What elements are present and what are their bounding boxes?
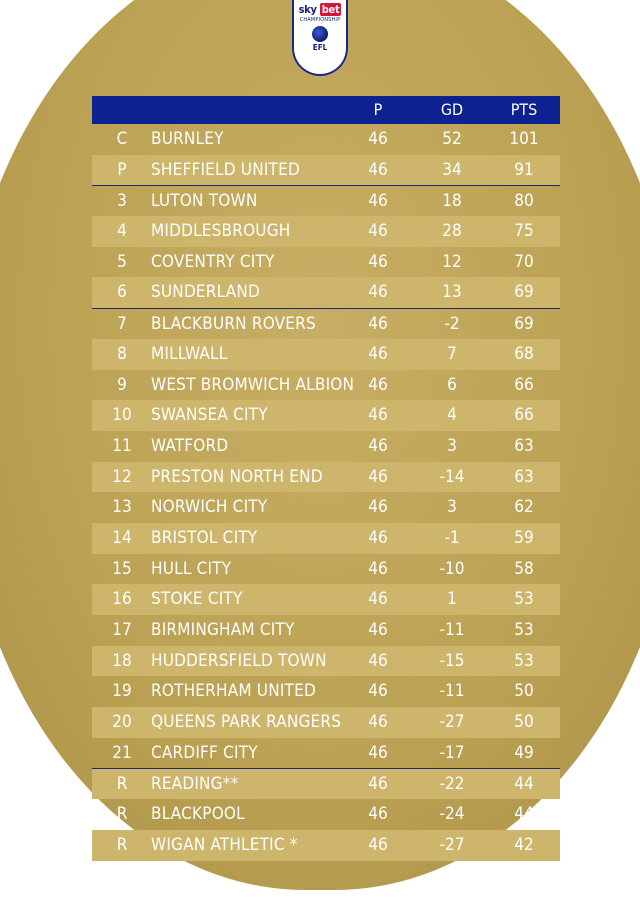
logo-league: EFL (312, 43, 328, 52)
table-row (92, 615, 560, 646)
header-played: P (373, 100, 383, 119)
row-points: 91 (514, 159, 534, 180)
table-row (92, 584, 560, 615)
row-goal-difference: 18 (442, 191, 462, 212)
row-goal-difference: -10 (439, 558, 465, 579)
row-played: 46 (368, 527, 388, 548)
table-row (92, 646, 560, 677)
row-goal-difference: 4 (447, 405, 457, 426)
row-points: 68 (514, 343, 534, 364)
row-position: 9 (117, 374, 127, 395)
row-team: WATFORD (151, 435, 229, 456)
table-row (92, 492, 560, 523)
table-row (92, 462, 560, 493)
row-points: 53 (514, 620, 534, 640)
row-points: 44 (514, 774, 534, 795)
row-position: R (116, 834, 128, 855)
row-position: 16 (112, 589, 132, 610)
table-row (92, 155, 560, 186)
table-row (92, 370, 560, 401)
table-row (92, 799, 560, 830)
row-position: R (116, 774, 128, 795)
table-row (92, 431, 560, 462)
row-played: 46 (368, 343, 388, 364)
table-row (92, 247, 560, 278)
row-position: 4 (117, 221, 127, 242)
row-position: 8 (117, 343, 127, 364)
table-row (92, 277, 560, 308)
table-row (92, 308, 560, 339)
row-played: 46 (368, 191, 388, 212)
row-goal-difference: -17 (439, 742, 465, 763)
row-team: SWANSEA CITY (151, 405, 268, 426)
row-team: CARDIFF CITY (151, 742, 258, 763)
row-position: 12 (112, 466, 132, 487)
row-team: HUDDERSFIELD TOWN (151, 650, 327, 671)
row-played: 46 (368, 834, 388, 855)
row-team: STOKE CITY (151, 589, 243, 610)
row-played: 46 (368, 774, 388, 795)
row-played: 46 (368, 466, 388, 487)
row-team: SHEFFIELD UNITED (151, 159, 300, 180)
row-played: 46 (368, 712, 388, 733)
row-goal-difference: 1 (447, 589, 457, 610)
sky-bet-championship-logo (292, 0, 348, 76)
row-played: 46 (368, 620, 388, 640)
row-team: BLACKBURN ROVERS (151, 314, 316, 335)
table-row (92, 768, 560, 799)
row-points: 50 (514, 681, 534, 702)
table-row (92, 124, 560, 155)
row-team: SUNDERLAND (151, 282, 260, 303)
row-goal-difference: 28 (442, 221, 462, 242)
league-table (92, 96, 560, 861)
table-header (92, 96, 560, 124)
row-points: 53 (514, 650, 534, 671)
row-points: 66 (514, 374, 534, 395)
row-goal-difference: -27 (439, 712, 465, 733)
row-team: MILLWALL (151, 343, 228, 364)
row-position: 17 (112, 620, 132, 640)
header-points: PTS (510, 100, 538, 119)
row-played: 46 (368, 159, 388, 180)
table-row (92, 339, 560, 370)
row-position: 21 (112, 742, 132, 763)
row-position: R (116, 804, 128, 825)
table-body (92, 124, 560, 861)
row-position: 3 (117, 191, 127, 212)
row-goal-difference: -11 (439, 681, 465, 702)
row-points: 53 (514, 589, 534, 610)
row-goal-difference: -27 (439, 834, 465, 855)
row-team: BRISTOL CITY (151, 527, 258, 548)
row-goal-difference: -22 (439, 774, 465, 795)
table-row (92, 185, 560, 216)
row-points: 69 (514, 282, 534, 303)
row-position: 11 (112, 435, 132, 456)
row-points: 63 (514, 435, 534, 456)
row-played: 46 (368, 804, 388, 825)
row-team: WEST BROMWICH ALBION (151, 374, 355, 395)
row-position: 13 (112, 497, 132, 518)
row-goal-difference: 34 (442, 159, 462, 180)
row-position: P (117, 159, 127, 180)
row-team: WIGAN ATHLETIC * (151, 834, 298, 855)
row-position: 7 (117, 314, 127, 335)
row-points: 62 (514, 497, 534, 518)
row-points: 50 (514, 712, 534, 733)
row-team: BLACKPOOL (151, 804, 245, 825)
row-goal-difference: -24 (439, 804, 465, 825)
row-goal-difference: 6 (447, 374, 457, 395)
row-goal-difference: -15 (439, 650, 465, 671)
row-played: 46 (368, 558, 388, 579)
row-played: 46 (368, 374, 388, 395)
row-points: 59 (514, 527, 534, 548)
logo-competition: CHAMPIONSHIP (299, 17, 341, 23)
table-row (92, 676, 560, 707)
row-team: NORWICH CITY (151, 497, 268, 518)
table-row (92, 554, 560, 585)
row-goal-difference: 3 (447, 497, 457, 518)
row-team: READING** (151, 774, 239, 795)
row-played: 46 (368, 650, 388, 671)
row-points: 58 (514, 558, 534, 579)
logo-brand: sky bet (298, 3, 340, 16)
row-points: 70 (514, 251, 534, 272)
row-goal-difference: -1 (444, 527, 460, 548)
table-row (92, 738, 560, 769)
row-goal-difference: 12 (442, 251, 462, 272)
row-played: 46 (368, 221, 388, 242)
row-points: 44 (514, 804, 534, 825)
row-position: 19 (112, 681, 132, 702)
row-position: 15 (112, 558, 132, 579)
row-team: PRESTON NORTH END (151, 466, 323, 487)
row-goal-difference: 3 (447, 435, 457, 456)
row-played: 46 (368, 435, 388, 456)
table-row (92, 523, 560, 554)
row-team: COVENTRY CITY (151, 251, 275, 272)
row-team: LUTON TOWN (151, 191, 258, 212)
ball-icon (312, 26, 328, 42)
table-row (92, 216, 560, 247)
row-played: 46 (368, 497, 388, 518)
row-points: 80 (514, 191, 534, 212)
row-team: ROTHERHAM UNITED (151, 681, 316, 702)
row-position: 18 (112, 650, 132, 671)
table-row (92, 707, 560, 738)
row-team: BURNLEY (151, 129, 224, 149)
row-points: 69 (514, 314, 534, 335)
row-played: 46 (368, 251, 388, 272)
row-goal-difference: 52 (442, 129, 462, 149)
row-position: C (116, 129, 128, 149)
row-goal-difference: -11 (439, 620, 465, 640)
row-goal-difference: 13 (442, 282, 462, 303)
row-team: MIDDLESBROUGH (151, 221, 291, 242)
row-played: 46 (368, 405, 388, 426)
row-position: 10 (112, 405, 132, 426)
row-played: 46 (368, 129, 388, 149)
row-position: 20 (112, 712, 132, 733)
row-points: 42 (514, 834, 534, 855)
row-points: 75 (514, 221, 534, 242)
row-goal-difference: -2 (444, 314, 460, 335)
row-points: 66 (514, 405, 534, 426)
table-row (92, 400, 560, 431)
row-team: HULL CITY (151, 558, 232, 579)
row-played: 46 (368, 282, 388, 303)
row-team: BIRMINGHAM CITY (151, 620, 295, 640)
row-team: QUEENS PARK RANGERS (151, 712, 342, 733)
row-position: 5 (117, 251, 127, 272)
row-goal-difference: -14 (439, 466, 465, 487)
row-position: 6 (117, 282, 127, 303)
row-played: 46 (368, 681, 388, 702)
row-played: 46 (368, 742, 388, 763)
header-goal-difference: GD (440, 100, 464, 119)
table-row (92, 830, 560, 861)
row-points: 101 (509, 129, 539, 149)
row-played: 46 (368, 589, 388, 610)
row-goal-difference: 7 (447, 343, 457, 364)
row-points: 49 (514, 742, 534, 763)
row-points: 63 (514, 466, 534, 487)
row-played: 46 (368, 314, 388, 335)
row-position: 14 (112, 527, 132, 548)
